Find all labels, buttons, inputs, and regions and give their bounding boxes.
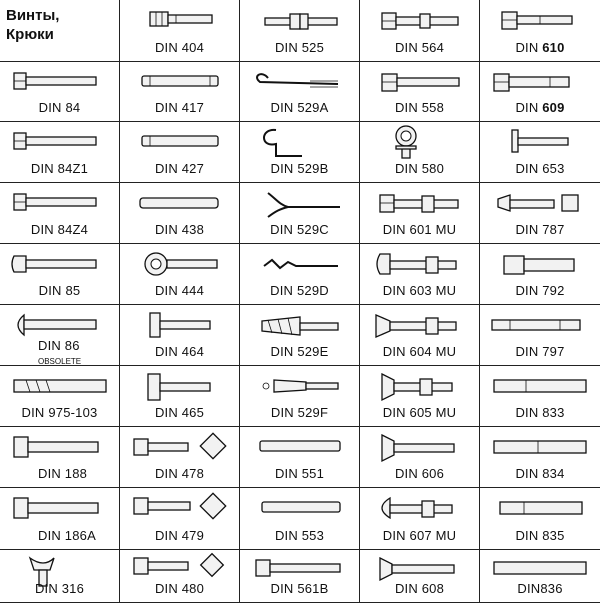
din-label: DIN 444 xyxy=(154,283,205,298)
din-label: DIN 84 xyxy=(38,100,81,115)
table-title xyxy=(6,6,59,44)
din-label: DIN 580 xyxy=(394,161,445,176)
cell-din-558 xyxy=(360,62,480,122)
cell-din-553 xyxy=(240,488,360,550)
din-label: DIN 558 xyxy=(394,100,445,115)
cell-din-316 xyxy=(0,550,120,603)
din-label: DIN 835 xyxy=(515,528,565,543)
knurled-screw-drawing xyxy=(120,305,240,347)
din-label: DIN 604 MU xyxy=(382,344,457,359)
din-label: DIN 479 xyxy=(154,528,205,543)
cell-din-85 xyxy=(0,244,120,305)
cell-din-444 xyxy=(120,244,240,305)
round-head-bolt-drawing xyxy=(360,488,480,530)
screw-drawing xyxy=(120,0,240,42)
cell-din-525 xyxy=(240,0,360,62)
din-label: DIN 561B xyxy=(270,581,329,596)
din-label: DIN 834 xyxy=(515,466,565,481)
cell-din-480 xyxy=(120,550,240,603)
din-label-prefix: DIN xyxy=(515,100,539,115)
cell-din-564 xyxy=(360,0,480,62)
stud-drawing xyxy=(480,488,600,530)
din-label: DIN 427 xyxy=(154,161,205,176)
cell-din-797 xyxy=(480,305,600,366)
countersunk-bolt-drawing xyxy=(360,305,480,347)
slotted-screw-drawing xyxy=(0,183,120,225)
stud-drawing xyxy=(480,244,600,286)
set-screw-drawing xyxy=(120,183,240,225)
din-label: DIN 529F xyxy=(270,405,329,420)
din-label: DIN 529B xyxy=(270,161,329,176)
anchor-bolt-drawing xyxy=(240,366,360,408)
cell-din-605-mu xyxy=(360,366,480,427)
eye-bolt-drawing xyxy=(120,244,240,286)
cell-din-835 xyxy=(480,488,600,550)
fitted-bolt-drawing xyxy=(480,62,600,104)
din-label: DIN 653 xyxy=(515,161,565,176)
cell-din-653 xyxy=(480,122,600,183)
slotted-screw-drawing xyxy=(0,122,120,164)
din-label: DIN 529E xyxy=(270,344,329,359)
t-slot-bolt-drawing xyxy=(480,183,600,225)
cell-din-529f xyxy=(240,366,360,427)
title-cell xyxy=(0,0,120,62)
anchor-bolt-drawing xyxy=(240,305,360,347)
hex-bolt-drawing xyxy=(360,0,480,42)
countersunk-bolt-drawing xyxy=(360,427,480,469)
cell-din-607-mu xyxy=(360,488,480,550)
cell-din-479 xyxy=(120,488,240,550)
cell-din-603-mu xyxy=(360,244,480,305)
t-head-bolt-drawing xyxy=(0,488,120,530)
din-label: DIN 787 xyxy=(515,222,565,237)
din-label: DIN 797 xyxy=(515,344,565,359)
carriage-bolt-drawing xyxy=(360,244,480,286)
set-screw-drawing xyxy=(240,488,360,530)
din-label xyxy=(480,100,600,115)
din-label: DIN836 xyxy=(517,581,563,596)
cell-din-464 xyxy=(120,305,240,366)
cell-din-438 xyxy=(120,183,240,244)
stud-drawing xyxy=(480,427,600,469)
din-label: DIN 551 xyxy=(274,466,325,481)
cell-din-529e xyxy=(240,305,360,366)
din-label: DIN 601 MU xyxy=(382,222,457,237)
din-label: DIN 975-103 xyxy=(21,405,98,420)
cell-din-529a xyxy=(240,62,360,122)
cell-din-834 xyxy=(480,427,600,488)
din-label: DIN 608 xyxy=(394,581,445,596)
din-label: DIN 564 xyxy=(394,40,445,55)
threaded-rod-drawing xyxy=(0,366,120,408)
din-label: DIN 833 xyxy=(515,405,565,420)
cell-din-465 xyxy=(120,366,240,427)
din-label: DIN 186A xyxy=(38,528,96,543)
din-label: DIN 478 xyxy=(154,466,205,481)
din-label: DIN 606 xyxy=(394,466,445,481)
title-line-2: Крюки xyxy=(6,26,54,43)
cell-din-86 xyxy=(0,305,120,366)
cell-din-427 xyxy=(120,122,240,183)
din-label-number: 609 xyxy=(542,100,565,115)
din-label xyxy=(480,40,600,55)
hook-bolt-drawing xyxy=(240,122,360,164)
cell-din-609 xyxy=(480,62,600,122)
countersunk-bolt-drawing xyxy=(360,366,480,408)
cell-din-608 xyxy=(360,550,480,603)
din-label: DIN 605 MU xyxy=(382,405,457,420)
stud-drawing xyxy=(480,366,600,408)
din-label: DIN 529C xyxy=(270,222,329,237)
cell-din-975-103 xyxy=(0,366,120,427)
din-label: DIN 86 xyxy=(38,338,80,353)
cell-din-478 xyxy=(120,427,240,488)
din-label: DIN 84Z4 xyxy=(30,222,89,237)
cell-din-417 xyxy=(120,62,240,122)
din-label: DIN 603 MU xyxy=(382,283,457,298)
cell-din-610 xyxy=(480,0,600,62)
din-label: DIN 465 xyxy=(154,405,205,420)
cell-din-551 xyxy=(240,427,360,488)
din-label-number: 610 xyxy=(542,40,565,55)
cell-din-601-mu xyxy=(360,183,480,244)
din-label: DIN 316 xyxy=(34,581,85,596)
cell-din-188 xyxy=(0,427,120,488)
set-screw-drawing xyxy=(120,122,240,164)
cell-din-604-mu xyxy=(360,305,480,366)
eye-bolt-drawing xyxy=(360,122,480,164)
cell-din-787 xyxy=(480,183,600,244)
din-label-prefix: DIN xyxy=(515,40,539,55)
slotted-screw-drawing xyxy=(0,62,120,104)
hex-bolt-drawing xyxy=(480,0,600,42)
cell-din-84 xyxy=(0,62,120,122)
cell-din-529d xyxy=(240,244,360,305)
stud-drawing xyxy=(240,0,360,42)
title-line-1: Винты, xyxy=(6,7,60,24)
square-head-bolt-drawing xyxy=(120,488,240,530)
anchor-bolt-drawing xyxy=(240,244,360,286)
din-label: DIN 464 xyxy=(154,344,205,359)
din-label: DIN 480 xyxy=(154,581,205,596)
cell-din-836 xyxy=(480,550,600,603)
din-label: DIN 529A xyxy=(270,100,329,115)
cell-din-561b xyxy=(240,550,360,603)
set-screw-drawing xyxy=(240,427,360,469)
obsolete-note: OBSOLETE xyxy=(38,357,82,366)
cell-din-580 xyxy=(360,122,480,183)
hex-bolt-drawing xyxy=(360,62,480,104)
cell-din-186a xyxy=(0,488,120,550)
set-screw-drawing xyxy=(120,62,240,104)
din-label: DIN 525 xyxy=(274,40,325,55)
cell-din-404 xyxy=(120,0,240,62)
cell-din-792 xyxy=(480,244,600,305)
cell-din-606 xyxy=(360,427,480,488)
din-label: DIN 792 xyxy=(515,283,565,298)
knurled-screw-drawing xyxy=(120,366,240,408)
din-label: DIN 607 MU xyxy=(382,528,457,543)
din-label: DIN 417 xyxy=(154,100,205,115)
hook-bolt-drawing xyxy=(240,62,360,104)
cell-din-833 xyxy=(480,366,600,427)
din-label: DIN 529D xyxy=(270,283,329,298)
hex-bolt-nut-drawing xyxy=(360,183,480,225)
din-label: DIN 404 xyxy=(154,40,205,55)
cell-din-529b xyxy=(240,122,360,183)
pan-head-screw-drawing xyxy=(0,244,120,286)
square-head-bolt-drawing xyxy=(120,427,240,469)
thumb-screw-drawing xyxy=(480,122,600,164)
din-label: DIN 553 xyxy=(274,528,325,543)
din-label: DIN 85 xyxy=(38,283,81,298)
cell-din-529c xyxy=(240,183,360,244)
cell-din-84z4 xyxy=(0,183,120,244)
din-label: DIN 188 xyxy=(38,466,88,481)
anchor-bolt-drawing xyxy=(480,305,600,347)
din-label: DIN 84Z1 xyxy=(30,161,89,176)
cell-din-84z1 xyxy=(0,122,120,183)
anchor-bolt-drawing xyxy=(240,183,360,225)
din-label: DIN 438 xyxy=(154,222,205,237)
t-head-bolt-drawing xyxy=(0,427,120,469)
